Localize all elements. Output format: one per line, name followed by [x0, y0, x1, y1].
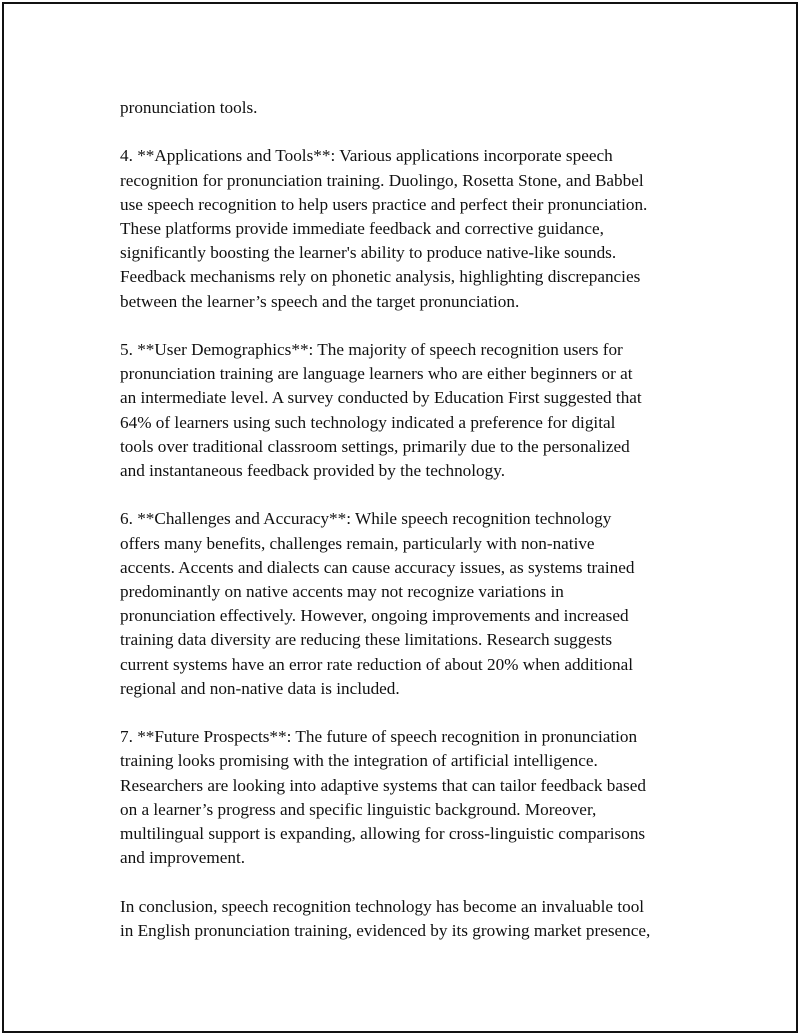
text-line: between the learner’s speech and the target pronunciation. — [120, 291, 520, 311]
text-line: accents. Accents and dialects can cause accuracy issues, as systems trained — [120, 557, 635, 577]
text-line: and improvement. — [120, 848, 246, 868]
text-line: 64% of learners using such technology indicated a preference for digital — [120, 412, 616, 432]
text-line: regional and non-native data is included. — [120, 678, 400, 698]
paragraph-user-demographics — [120, 338, 700, 483]
paragraph-future-prospects — [120, 725, 700, 870]
page-frame — [2, 2, 798, 1033]
text-line: Feedback mechanisms rely on phonetic analysis, highlighting discrepancies — [120, 267, 641, 287]
text-line: training looks promising with the integration of artificial intelligence. — [120, 751, 598, 771]
paragraph-conclusion — [120, 895, 700, 943]
text-line: significantly boosting the learner's ability to produce native-like sounds. — [120, 243, 617, 263]
text-line: training data diversity are reducing these limitations. Research suggests — [120, 630, 613, 650]
text-line: on a learner’s progress and specific linguistic background. Moreover, — [120, 799, 597, 819]
paragraph-challenges-and-accuracy — [120, 507, 700, 701]
text-line: 6. **Challenges and Accuracy**: While speech recognition technology — [120, 509, 612, 529]
text-line: use speech recognition to help users practice and perfect their pronunciation. — [120, 194, 648, 214]
text-line: 5. **User Demographics**: The majority of speech recognition users for — [120, 340, 623, 359]
text-line: current systems have an error rate reduction of about 20% when additional — [120, 654, 634, 674]
text-line: recognition for pronunciation training. Duolingo, Rosetta Stone, and Babbel — [120, 170, 644, 190]
text-line: pronunciation tools. — [120, 98, 258, 117]
text-line: tools over traditional classroom settings, primarily due to the personalized — [120, 436, 630, 456]
text-line: 4. **Applications and Tools**: Various applications incorporate speech — [120, 146, 613, 166]
text-line: pronunciation training are language learners who are either beginners or at — [120, 364, 633, 384]
paragraph-applications-and-tools — [120, 144, 700, 313]
paragraph-continuation — [120, 96, 700, 120]
text-line: an intermediate level. A survey conducted by Education First suggested that — [120, 388, 642, 408]
text-line: pronunciation effectively. However, ongoing improvements and increased — [120, 606, 629, 626]
text-line: In conclusion, speech recognition technology has become an invaluable tool — [120, 896, 645, 916]
text-line: Researchers are looking into adaptive systems that can tailor feedback based — [120, 775, 646, 795]
text-line: predominantly on native accents may not recognize variations in — [120, 582, 564, 602]
text-line: 7. **Future Prospects**: The future of speech recognition in pronunciation — [120, 727, 638, 747]
text-line: These platforms provide immediate feedback and corrective guidance, — [120, 219, 604, 238]
document-body — [120, 96, 700, 967]
text-line: offers many benefits, challenges remain, particularly with non-native — [120, 533, 595, 553]
text-line: in English pronunciation training, evidenced by its growing market presence, — [120, 920, 651, 940]
text-line: multilingual support is expanding, allowing for cross-linguistic comparisons — [120, 824, 646, 844]
text-line: and instantaneous feedback provided by the technology. — [120, 461, 506, 481]
